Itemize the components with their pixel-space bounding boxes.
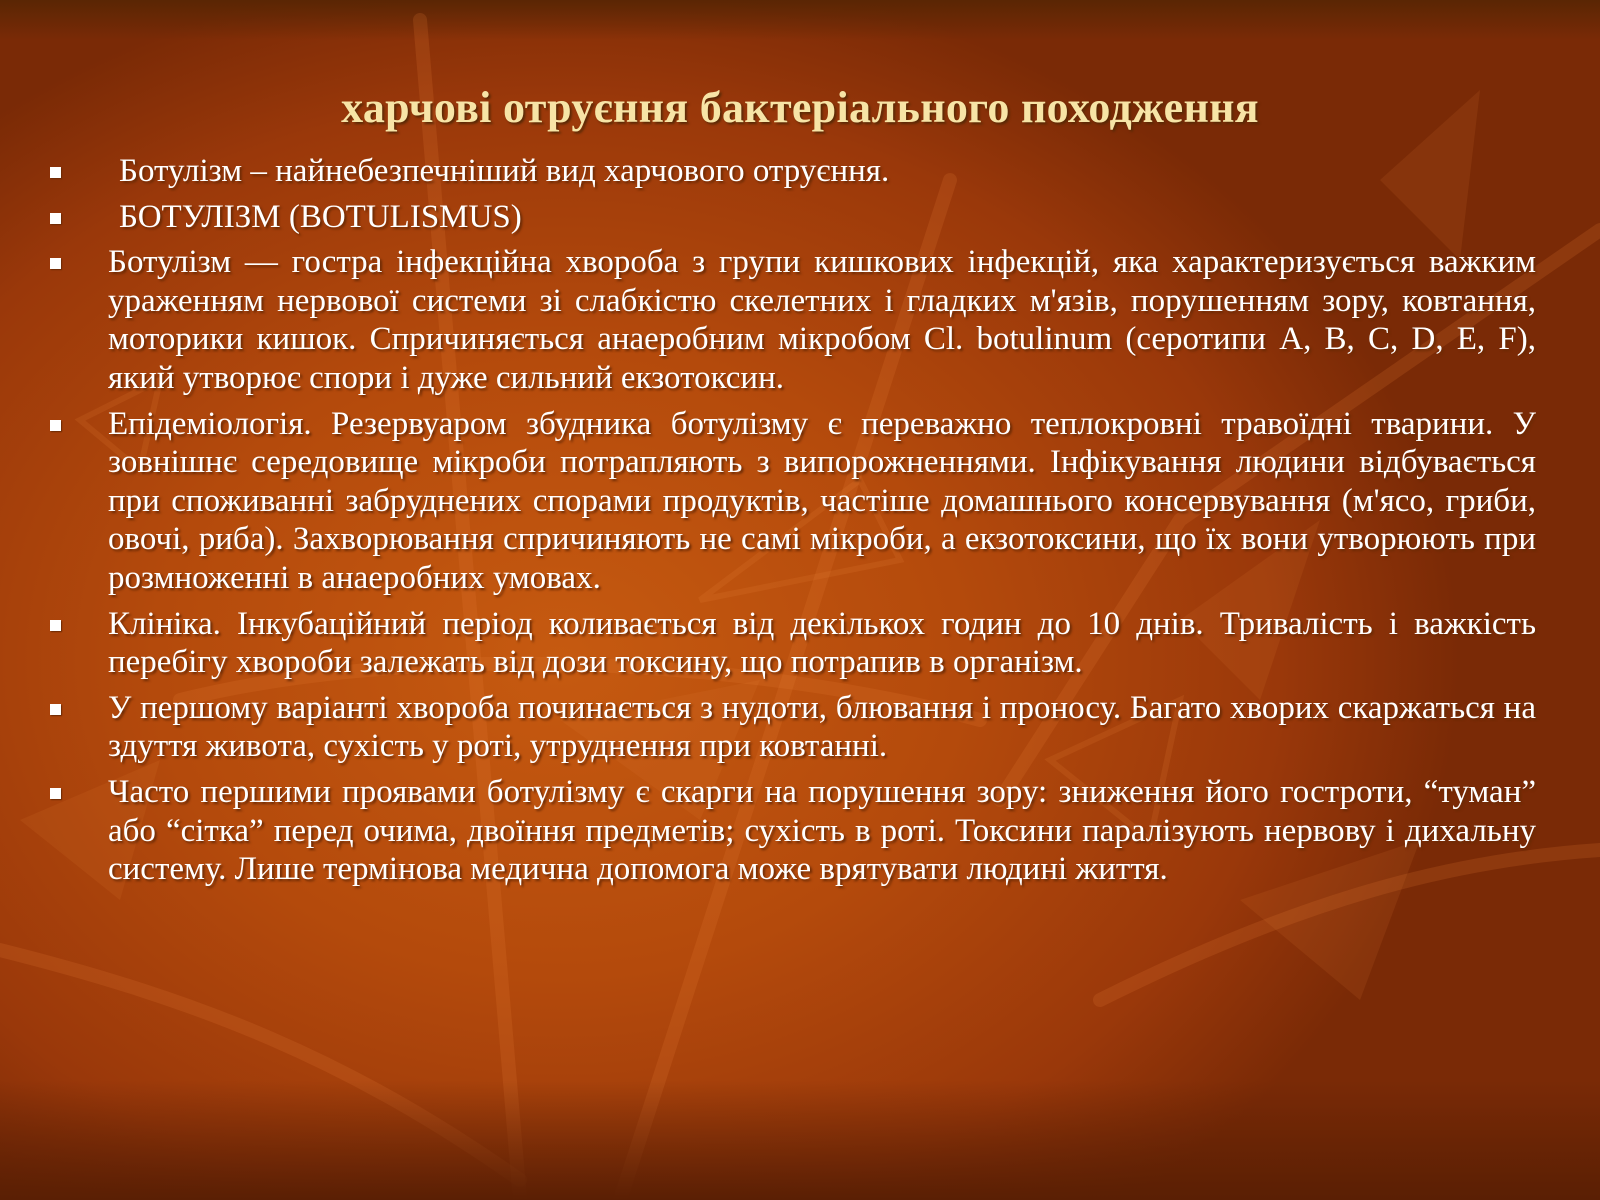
bullet-text: У першому варіанті хвороба починається з нудоти, блювання і проносу. Багато хворих скаржаться на здуття живота, сухість у роті, утруднення при ковтанні. — [108, 689, 1536, 765]
bullet-text: Ботулізм – найнебезпечніший вид харчового отруєння. — [119, 153, 890, 189]
bullet-text: Часто першими проявами ботулізму є скарги на порушення зору: зниження його гостроти, “туман” або “сітка” перед очима, двоїння предметів; сухість в роті. Токсини паралізують нервову і дихальну систему. Лише термінова медична допомога може врятувати людині життя. — [108, 773, 1536, 888]
square-bullet-icon — [50, 704, 61, 715]
list-item — [46, 689, 1536, 766]
square-bullet-icon — [50, 620, 61, 631]
square-bullet-icon — [50, 167, 61, 178]
list-item — [46, 152, 1536, 191]
square-bullet-icon — [50, 420, 61, 431]
list-item — [46, 605, 1536, 682]
square-bullet-icon — [50, 213, 61, 224]
list-item — [46, 773, 1536, 889]
bullet-list — [46, 152, 1536, 896]
bullet-text: Епідеміологія. Резервуаром збудника ботулізму є переважно теплокровні травоїдні тварини. У зовнішнє середовище мікроби потрапляють з випорожненнями. Інфікування людини відбувається при споживанні забруднених спорами продуктів, частіше домашнього консервування (м'ясо, гриби, овочі, риба). Захворювання спричиняють не самі мікроби, а екзотоксини, що їх вони утворюють при розмноженні в анаеробних умовах. — [108, 405, 1536, 596]
list-item — [46, 243, 1536, 397]
bullet-text: БОТУЛІЗМ (BOTULISMUS) — [119, 198, 522, 235]
list-item — [46, 198, 1536, 237]
square-bullet-icon — [50, 258, 61, 269]
bullet-text: Клініка. Інкубаційний період коливається від декількох годин до 10 днів. Тривалість і важкість перебігу хвороби залежать від дози токсину, що потрапив в організм. — [108, 605, 1536, 681]
list-item — [46, 405, 1536, 598]
slide-title: харчові отруєння бактеріального походження — [341, 83, 1259, 132]
bullet-text: Ботулізм — гостра інфекційна хвороба з групи кишкових інфекцій, яка характеризується важким ураженням нервової системи зі слабкістю скелетних і гладких м'язів, порушенням зору, ковтання, моторики кишок. Спричиняється анаеробним мікробом Cl. botulinum (серотипи А, В, С, D, E, F), який утворює спори і дуже сильний екзотоксин. — [108, 244, 1536, 396]
square-bullet-icon — [50, 788, 61, 799]
